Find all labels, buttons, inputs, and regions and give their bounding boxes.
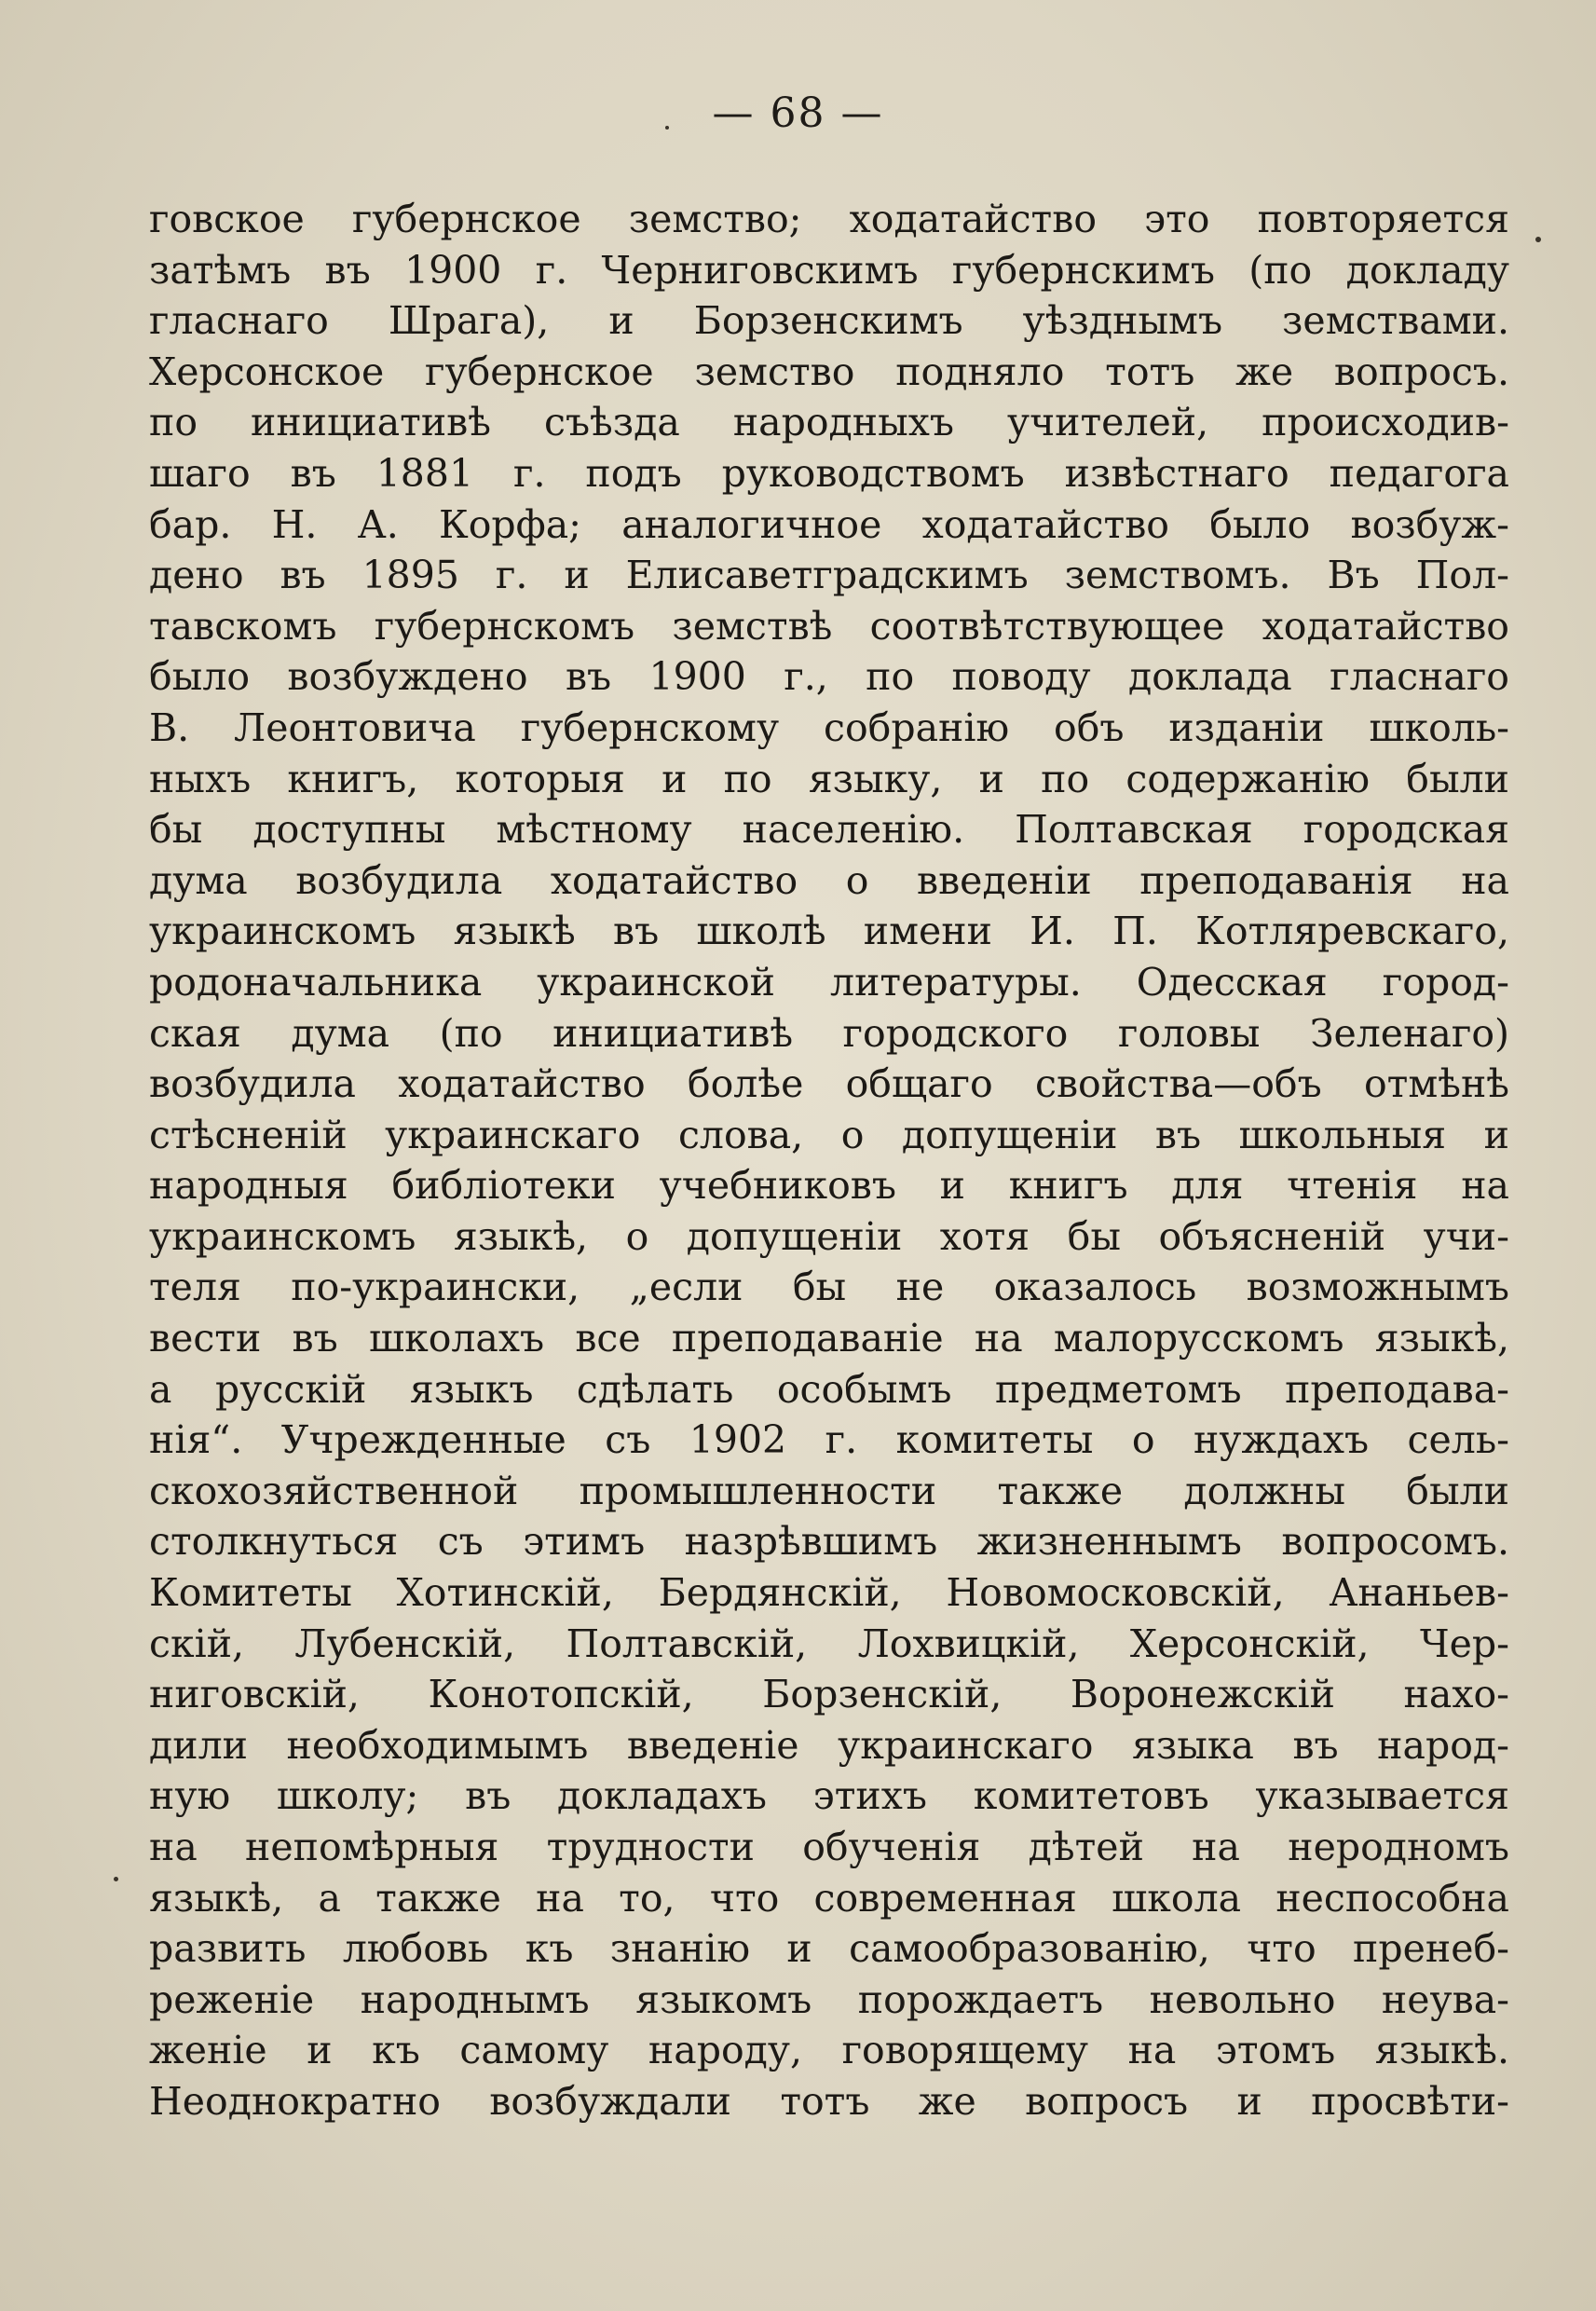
text-line: бы доступны мѣстному населенію. Полтавская городская [149,807,1509,853]
text-line: дума возбудила ходатайство о введеніи преподаванія на [149,857,1509,903]
text-line: бар. Н. А. Корфа; аналогичное ходатайство было возбуж- [149,501,1509,547]
text-line: ская дума (по инициативѣ городского головы Зеленаго) [149,1010,1509,1056]
paper-speck [114,1877,118,1881]
text-line: нія“. Учрежденные съ 1902 г. комитеты о нуждахъ сель- [149,1417,1509,1463]
text-line: дено въ 1895 г. и Елисаветградскимъ земствомъ. Въ Пол- [149,553,1509,598]
text-line: скохозяйственной промышленности также должны были [149,1468,1509,1513]
paper-speck [665,126,669,130]
text-line: В. Леонтовича губернскому собранію объ изданіи школь- [149,704,1509,750]
text-line: говское губернское земство; ходатайство это повторяется [149,197,1509,241]
text-line: Комитеты Хотинскій, Бердянскій, Новомосковскій, Ананьев- [149,1570,1509,1616]
text-line: затѣмъ въ 1900 г. Черниговскимъ губернскимъ (по докладу [149,247,1509,293]
text-line: ныхъ книгъ, которыя и по языку, и по содержанію были [149,756,1509,801]
text-line: народныя библіотеки учебниковъ и книгъ для чтенія на [149,1163,1509,1209]
text-line: украинскомъ языкѣ, о допущеніи хотя бы объясненій учи- [149,1213,1509,1259]
text-line: было возбуждено въ 1900 г., по поводу доклада гласнаго [149,654,1509,700]
text-line: скій, Лубенскій, Полтавскій, Лохвицкій, Херсонскій, Чер- [149,1620,1509,1666]
text-line: Неоднократно возбуждали тотъ же вопросъ и просвѣти- [149,2078,1509,2124]
text-line: родоначальника украинской литературы. Одесская город- [149,959,1509,1005]
text-line: языкѣ, а также на то, что современная школа неспособна [149,1875,1509,1921]
text-line: украинскомъ языкѣ въ школѣ имени И. П. Котляревскаго, [149,909,1509,954]
text-line: а русскій языкъ сдѣлать особымъ предметомъ преподава- [149,1366,1509,1412]
text-line: развить любовь къ знанію и самообразованію, что пренеб- [149,1926,1509,1972]
text-line: стѣсненій украинскаго слова, о допущеніи въ школьныя и [149,1112,1509,1157]
text-line: ную школу; въ докладахъ этихъ комитетовъ указывается [149,1773,1509,1819]
text-line: гласнаго Шрага), и Борзенскимъ уѣзднымъ земствами. [149,298,1509,344]
text-line: женіе и къ самому народу, говорящему на этомъ языкѣ. [149,2028,1509,2073]
page-number: — 68 — [712,89,884,137]
text-line: возбудила ходатайство болѣе общаго свойства—объ отмѣнѣ [149,1061,1509,1107]
text-line: дили необходимымъ введеніе украинскаго языка въ народ- [149,1722,1509,1768]
text-line: реженіе народнымъ языкомъ порождаетъ невольно неува- [149,1976,1509,2022]
text-line: вести въ школахъ все преподаваніе на малорусскомъ языкѣ, [149,1316,1509,1361]
text-line: теля по-украински, „если бы не оказалось возможнымъ [149,1265,1509,1310]
text-line: столкнуться съ этимъ назрѣвшимъ жизненнымъ вопросомъ. [149,1519,1509,1565]
text-line: тавскомъ губернскомъ земствѣ соотвѣтствующее ходатайство [149,603,1509,649]
paper-speck [1535,237,1541,242]
text-line: по инициативѣ съѣзда народныхъ учителей, происходив- [149,400,1509,445]
text-line: Херсонское губернское земство подняло тотъ же вопросъ. [149,349,1509,394]
body-text [149,194,1509,2127]
text-line: на непомѣрныя трудности обученія дѣтей на неродномъ [149,1825,1509,1869]
text-line: шаго въ 1881 г. подъ руководствомъ извѣстнаго педагога [149,450,1509,496]
text-line: ниговскій, Конотопскій, Борзенскій, Воронежскій нахо- [149,1672,1509,1717]
